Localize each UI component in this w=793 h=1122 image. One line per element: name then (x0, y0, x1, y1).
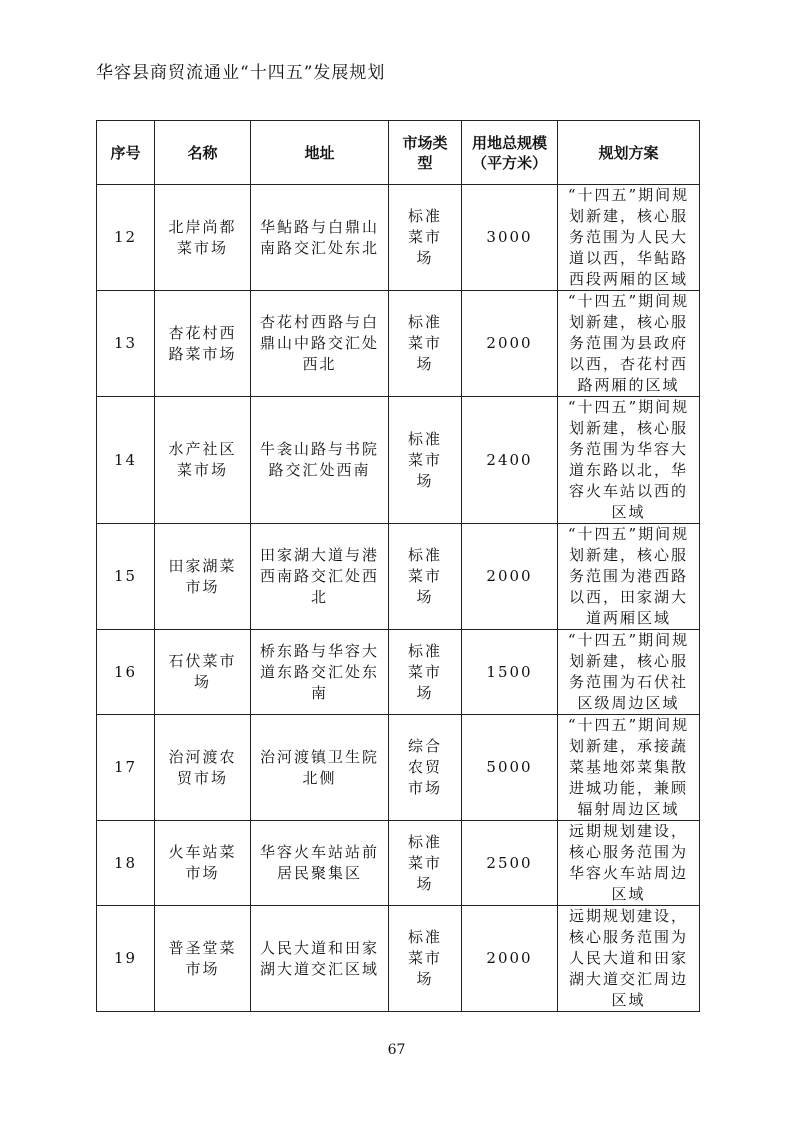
table-row (97, 291, 700, 397)
column-header-area: 用地总规模（平方米） (462, 121, 558, 185)
column-header-type: 市场类型 (389, 121, 462, 185)
cell-market-name: 石伏菜市场 (155, 630, 251, 715)
cell-area: 2000 (462, 524, 558, 630)
column-header-address: 地址 (251, 121, 389, 185)
cell-number: 17 (97, 715, 155, 821)
cell-market-name: 治河渡农贸市场 (155, 715, 251, 821)
cell-market-type: 综合农贸市场 (389, 715, 462, 821)
cell-plan: 远期规划建设，核心服务范围为人民大道和田家湖大道交汇周边区域 (558, 906, 700, 1012)
document-header: 华容县商贸流通业“十四五”发展规划 (96, 63, 386, 83)
cell-area: 3000 (462, 185, 558, 291)
page-number: 67 (387, 1042, 406, 1058)
cell-number: 13 (97, 291, 155, 397)
cell-address: 人民大道和田家湖大道交汇区域 (251, 906, 389, 1012)
cell-plan: “十四五”期间规划新建，核心服务范围为石伏社区级周边区域 (558, 630, 700, 715)
cell-plan: “十四五”期间规划新建，核心服务范围为华容大道东路以北，华容火车站以西的区域 (558, 397, 700, 524)
cell-market-name: 北岸尚都菜市场 (155, 185, 251, 291)
column-header-name: 名称 (155, 121, 251, 185)
cell-area: 5000 (462, 715, 558, 821)
table-row (97, 524, 700, 630)
cell-area: 1500 (462, 630, 558, 715)
cell-number: 12 (97, 185, 155, 291)
cell-plan: 远期规划建设，核心服务范围为华容火车站周边区域 (558, 821, 700, 906)
table-row (97, 397, 700, 524)
cell-market-name: 普圣堂菜市场 (155, 906, 251, 1012)
cell-area: 2400 (462, 397, 558, 524)
cell-address: 牛衾山路与书院路交汇处西南 (251, 397, 389, 524)
market-plan-table (96, 120, 700, 1012)
cell-area: 2500 (462, 821, 558, 906)
cell-market-type: 标准菜市场 (389, 906, 462, 1012)
cell-market-name: 田家湖菜市场 (155, 524, 251, 630)
table-row (97, 821, 700, 906)
cell-market-type: 标准菜市场 (389, 397, 462, 524)
cell-area: 2000 (462, 906, 558, 1012)
column-header-no: 序号 (97, 121, 155, 185)
cell-market-type: 标准菜市场 (389, 291, 462, 397)
cell-address: 田家湖大道与港西南路交汇处西北 (251, 524, 389, 630)
cell-plan: “十四五”期间规划新建，承接蔬菜基地郊菜集散进城功能，兼顾辐射周边区域 (558, 715, 700, 821)
cell-market-name: 火车站菜市场 (155, 821, 251, 906)
cell-area: 2000 (462, 291, 558, 397)
cell-market-type: 标准菜市场 (389, 630, 462, 715)
cell-address: 桥东路与华容大道东路交汇处东南 (251, 630, 389, 715)
cell-market-name: 杏花村西路菜市场 (155, 291, 251, 397)
cell-market-type: 标准菜市场 (389, 524, 462, 630)
cell-plan: “十四五”期间规划新建，核心服务范围为县政府以西，杏花村西路两厢的区域 (558, 291, 700, 397)
cell-market-name: 水产社区菜市场 (155, 397, 251, 524)
table-row (97, 906, 700, 1012)
table-row (97, 715, 700, 821)
cell-address: 杏花村西路与白鼎山中路交汇处西北 (251, 291, 389, 397)
table-row (97, 630, 700, 715)
cell-number: 19 (97, 906, 155, 1012)
cell-number: 18 (97, 821, 155, 906)
cell-market-type: 标准菜市场 (389, 185, 462, 291)
cell-number: 14 (97, 397, 155, 524)
cell-number: 16 (97, 630, 155, 715)
table-header-row (97, 121, 700, 185)
cell-number: 15 (97, 524, 155, 630)
column-header-plan: 规划方案 (558, 121, 700, 185)
cell-address: 华鲇路与白鼎山南路交汇处东北 (251, 185, 389, 291)
table-row (97, 185, 700, 291)
cell-address: 治河渡镇卫生院北侧 (251, 715, 389, 821)
cell-plan: “十四五”期间规划新建，核心服务范围为港西路以西，田家湖大道两厢区域 (558, 524, 700, 630)
cell-address: 华容火车站站前居民聚集区 (251, 821, 389, 906)
cell-plan: “十四五”期间规划新建，核心服务范围为人民大道以西，华鲇路西段两厢的区域 (558, 185, 700, 291)
cell-market-type: 标准菜市场 (389, 821, 462, 906)
